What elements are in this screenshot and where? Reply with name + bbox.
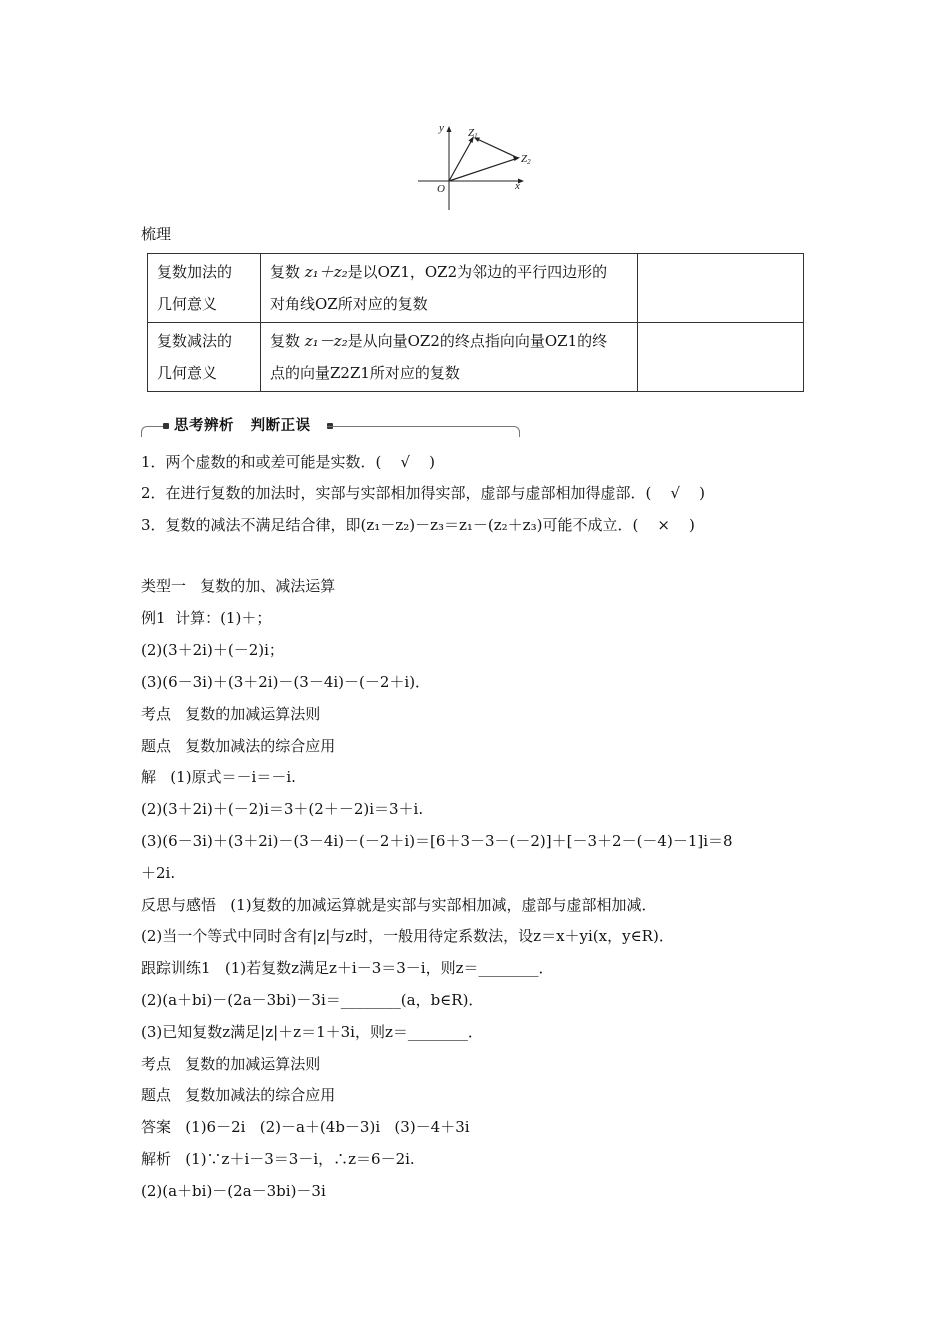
solution-2: (2)(3＋2i)＋(－2)i＝3＋(2＋－2)i＝3＋i. [141,800,424,818]
type-heading: 类型一 复数的加、减法运算 [141,577,336,595]
practice-1: 跟踪训练1 (1)若复数z满足z＋i－3＝3－i，则z＝________． [141,959,554,977]
section-label: 梳理 [141,225,172,243]
answer: 答案 (1)6－2i (2)－a＋(4b－3)i (3)－4＋3i [141,1118,470,1136]
table-cell-name: 复数减法的 几何意义 [148,323,261,392]
label-z2: Z2 [521,153,531,166]
practice-2: (2)(a＋bi)－(2a－3bi)－3i＝________(a，b∈R)． [141,991,484,1009]
table-row [148,254,804,323]
label-z1: Z1 [468,127,478,140]
judge-item-2: 2．在进行复数的加法时，实部与实部相加得实部，虚部与虚部相加得虚部．( √ ) [141,484,705,502]
geometric-meaning-table [147,253,804,392]
question-point: 题点 复数加减法的综合应用 [141,737,336,755]
table-cell-desc: 复数 z₁＋z₂是以OZ1，OZ2为邻边的平行四边形的 对角线OZ所对应的复数 [261,254,638,323]
solution-1: 解 (1)原式＝－i＝－i. [141,768,296,786]
table-cell-blank [638,323,804,392]
analysis-2: (2)(a＋bi)－(2a－3bi)－3i [141,1182,326,1200]
section-banner [141,414,521,444]
solution-3-cont: ＋2i. [141,864,176,882]
table-cell-desc: 复数 z₁－z₂是从向量OZ2的终点指向向量OZ1的终 点的向量Z2Z1所对应的复数 [261,323,638,392]
test-point: 考点 复数的加减运算法则 [141,705,321,723]
practice-3: (3)已知复数z满足|z|＋z＝1＋3i，则z＝________． [141,1023,483,1041]
reflection-2: (2)当一个等式中同时含有|z|与z时，一般用待定系数法，设z＝x＋yi(x，y∈R)． [141,927,674,945]
banner-line-right [327,426,520,437]
table-row [148,323,804,392]
example-1-part-2: (2)(3＋2i)＋(－2)i； [141,641,284,659]
banner-dot-left [163,423,169,429]
reflection-1: 反思与感悟 (1)复数的加减运算就是实部与实部相加减，虚部与虚部相加减． [141,896,657,914]
question-point-2: 题点 复数加减法的综合应用 [141,1086,336,1104]
example-1: 例1 计算：(1)＋； [141,609,272,627]
example-1-part-3: (3)(6－3i)＋(3＋2i)－(3－4i)－(－2＋i)． [141,673,431,691]
solution-3: (3)(6－3i)＋(3＋2i)－(3－4i)－(－2＋i)＝[6＋3－3－(－2)]＋[－3＋2－(－4)－1]i＝8 [141,832,733,850]
banner-title: 思考辨析 判断正误 [174,418,311,434]
label-origin: O [437,183,445,195]
y-axis-arrow [447,126,452,132]
table-cell-name: 复数加法的 几何意义 [148,254,261,323]
analysis-1: 解析 (1)∵z＋i－3＝3－i，∴z＝6－2i. [141,1150,415,1168]
vector-z2z1 [475,138,518,158]
judge-item-3: 3．复数的减法不满足结合律，即(z₁－z₂)－z₃＝z₁－(z₂＋z₃)可能不成立．( × ) [141,516,695,534]
test-point-2: 考点 复数的加减运算法则 [141,1055,321,1073]
label-y: y [439,122,444,134]
table-cell-blank [638,254,804,323]
judge-item-1: 1．两个虚数的和或差可能是实数．( √ ) [141,453,435,471]
vector-diagram [412,118,542,213]
label-x: x [515,180,520,192]
